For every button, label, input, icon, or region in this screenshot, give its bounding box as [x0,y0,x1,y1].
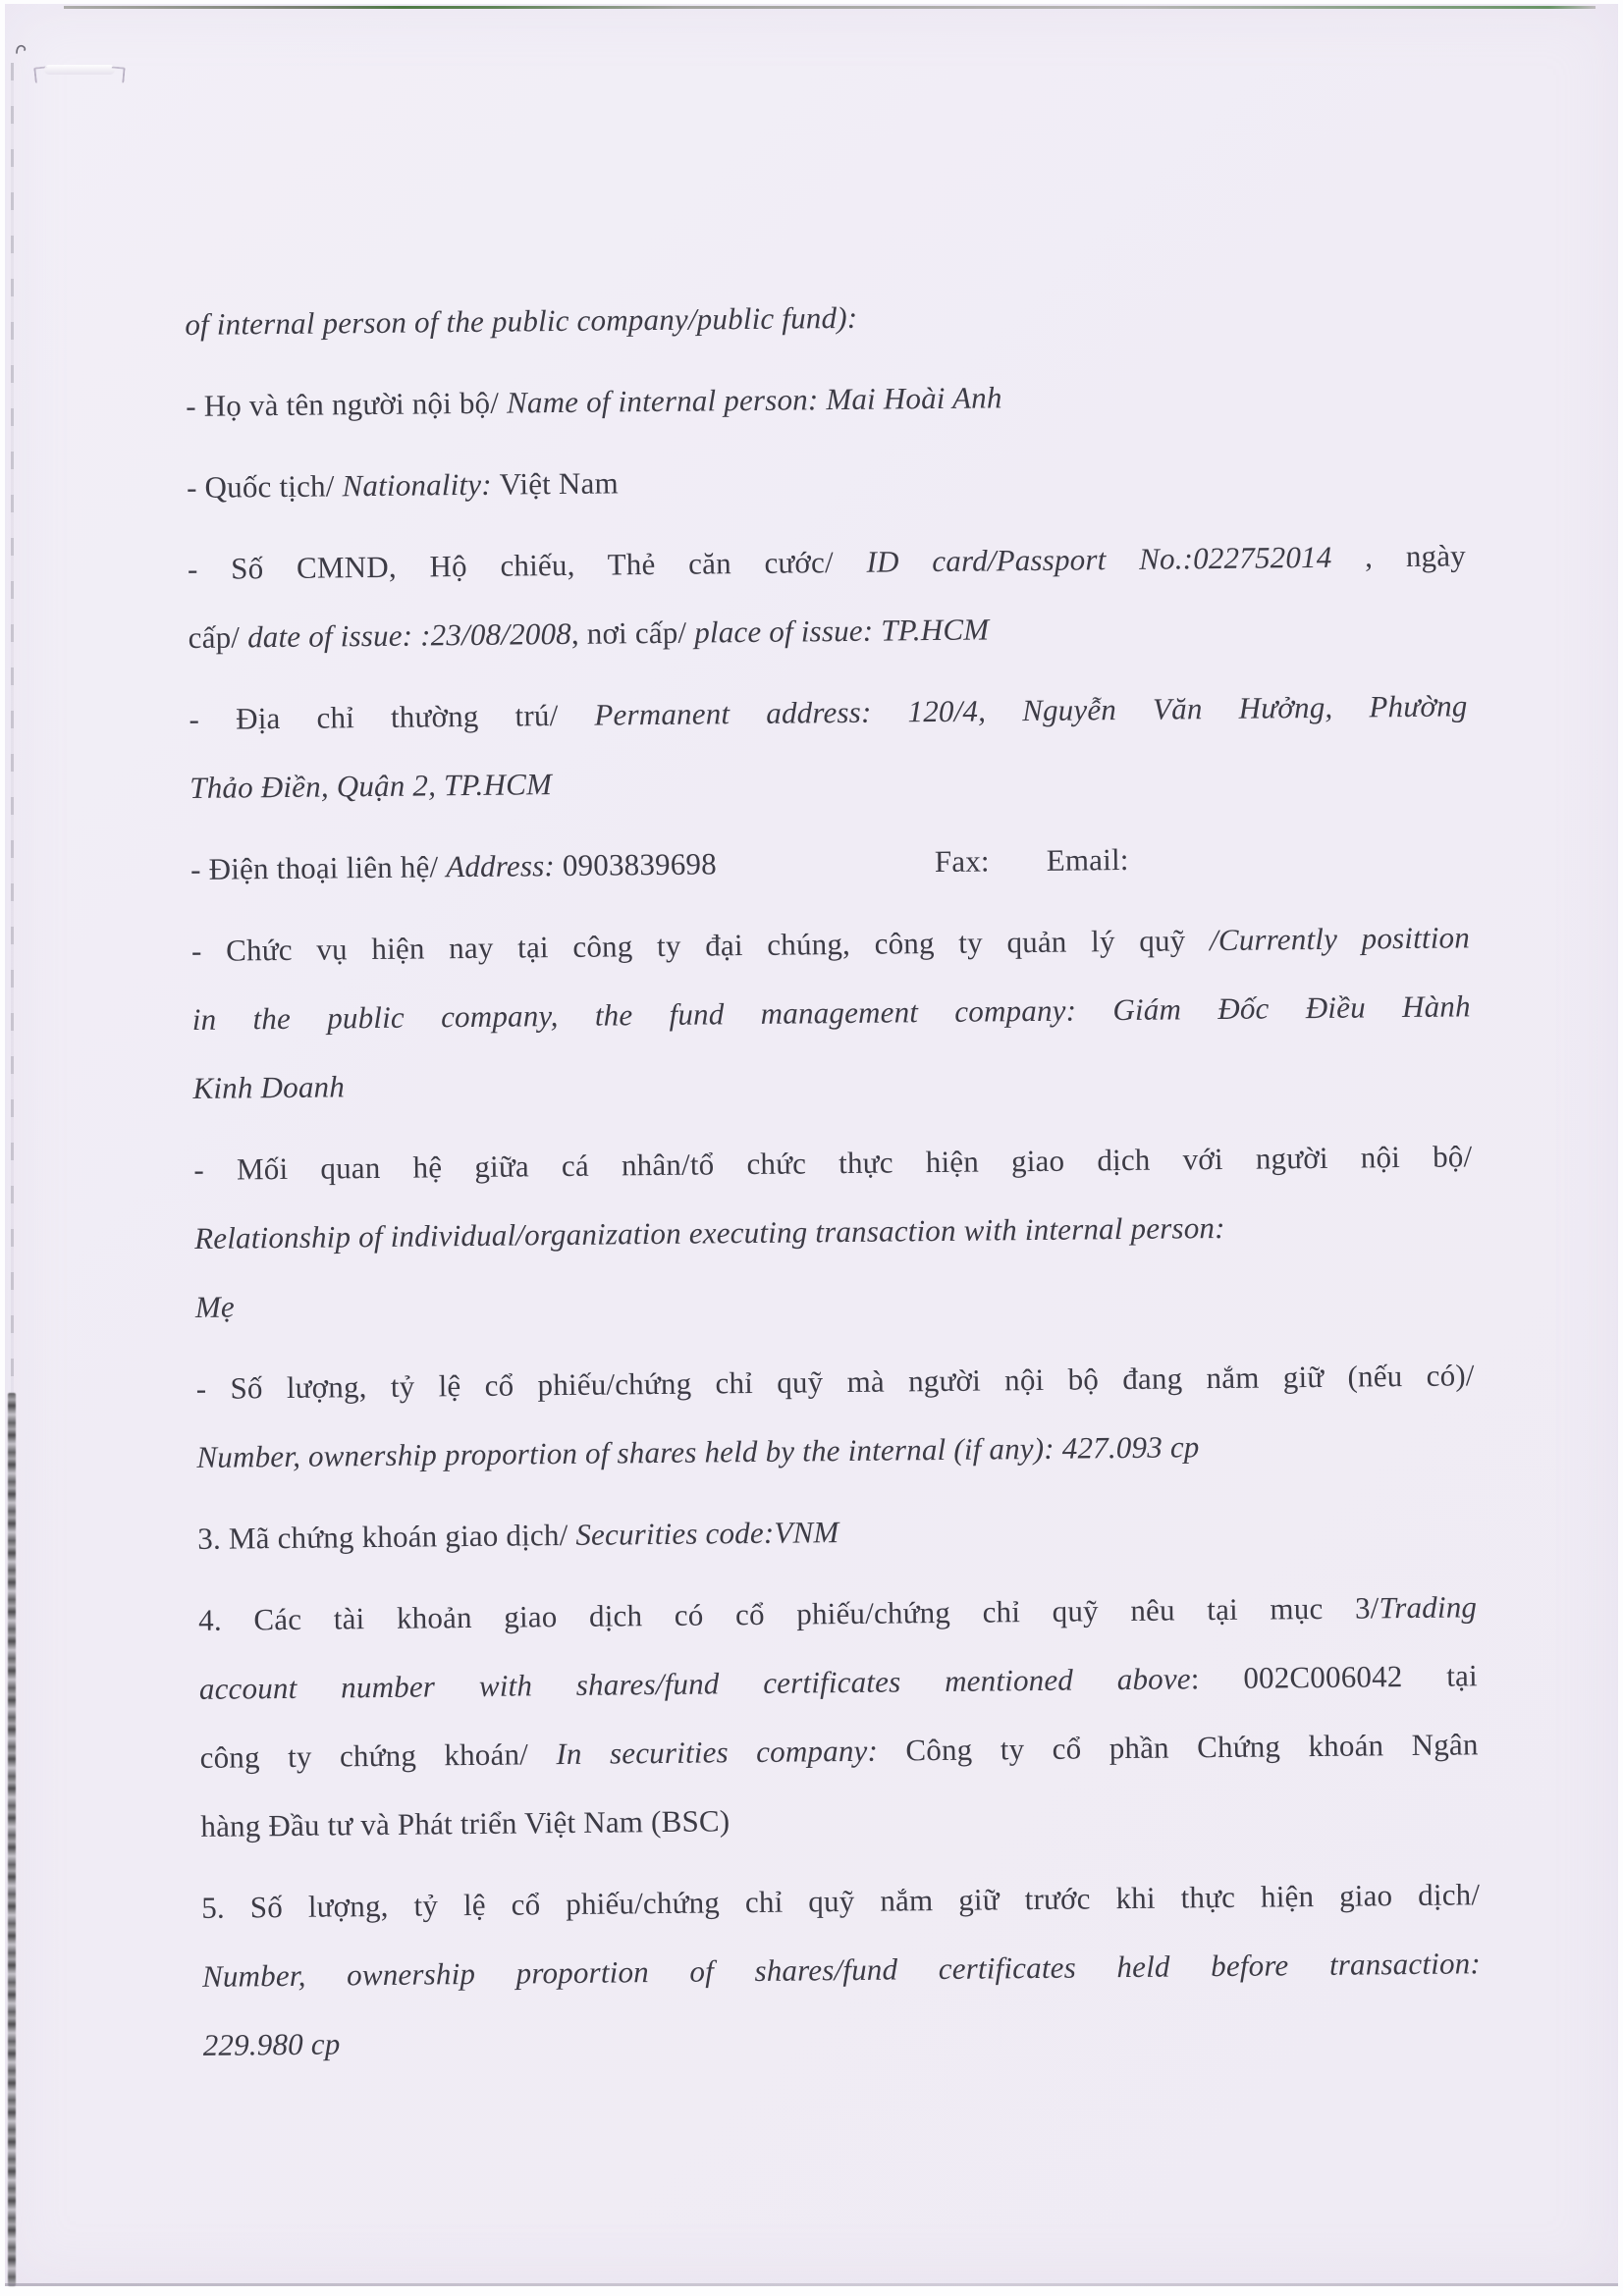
field-value-nationality: Việt Nam [499,465,619,502]
field-label-en: In securities company: [556,1733,906,1772]
field-label-en: Address: [446,848,564,884]
para-relationship [193,1122,1474,1342]
text-line [200,1779,1480,1861]
para-internal-person-name [186,358,1465,441]
top-edge-scan-line [64,6,1596,9]
field-label: 4. Các tài khoản giao dịch có cổ phiếu/chứng chỉ quỹ nêu tại mục 3/ [198,1590,1380,1637]
para-shares-held-by-internal [195,1341,1475,1492]
text-line [196,1410,1476,1492]
document-body-text [185,277,1482,2093]
field-label: cấp/ [188,619,248,655]
text-line [195,1341,1475,1423]
field-value-relationship: Mẹ [194,1289,236,1324]
paper-sheet [5,4,1618,2286]
field-label-en: in the public company, the fund management company: [191,992,1113,1037]
para-intro-continuation [185,277,1464,359]
field-label: 5. Số lượng, tỷ lệ cổ phiếu/chứng chỉ quỹ nắm giữ trước khi thực hiện giao dịch/ [201,1877,1481,1925]
field-label-en: account number with shares/fund certificates mentioned above [198,1661,1191,1706]
staple-right-hook [110,66,125,82]
field-value-securities-code: Securities code:VNM [575,1515,839,1552]
text-line [197,1491,1477,1574]
text-line [191,972,1471,1054]
text-line [192,1041,1472,1123]
field-value-account-number: : 002C006042 tại [1190,1658,1479,1696]
staple-bar [44,65,115,75]
staple-mark [34,63,125,88]
field-label: , ngày [1331,538,1467,574]
field-value-position-cont: Kinh Doanh [192,1069,346,1105]
para-current-position [191,903,1472,1123]
field-value-position: Giám Đốc Điều Hành [1112,988,1471,1028]
field-label: - Số CMND, Hộ chiếu, Thẻ căn cước/ [187,544,867,586]
para-id-card [188,521,1467,672]
fax-label: Fax: [934,843,990,880]
para-shares-before-transaction [201,1860,1482,2080]
field-label: - Điện thoại liên hệ/ [189,849,447,886]
text-line [202,1929,1482,2011]
field-value-address: Permanent address: 120/4, Nguyễn Văn Hưởng, Phường [594,688,1468,732]
text-segment: of internal person of the public company/public fund): [185,299,858,342]
text-line [194,1259,1474,1342]
field-label-en: Trading [1379,1589,1478,1626]
field-value-name: Name of internal person: Mai Hoài Anh [506,380,1002,420]
field-label-en: Nationality: [342,466,500,504]
text-line [202,1998,1482,2080]
field-label: công ty chứng khoán/ [199,1736,557,1775]
left-edge-smudge-artifact [8,1393,16,2286]
text-line [188,521,1467,604]
field-value-address-cont: Thảo Điền, Quận 2, TP.HCM [189,767,553,805]
field-label-en: /Currently posittion [1209,920,1471,958]
field-value-issue-date: date of issue: :23/08/2008 [246,615,572,655]
field-value-issue-place: place of issue: TP.HCM [694,612,990,650]
field-label: - Chức vụ hiện nay tại công ty đại chúng, công ty quản lý quỹ [190,923,1211,968]
text-line [193,1122,1473,1204]
field-label-en: Number, ownership proportion of shares/fund certificates held before transaction: [201,1946,1482,1994]
field-label: - Số lượng, tỷ lệ cổ phiếu/chứng chỉ quỹ mà người nội bộ đang nắm giữ (nếu có)/ [195,1358,1475,1406]
text-line [187,440,1466,522]
field-label: - Mối quan hệ giữa cá nhân/tổ chức thực hiện giao dịch với người nội bộ/ [193,1139,1473,1187]
field-label: - Quốc tịch/ [186,468,343,505]
para-trading-account [198,1573,1480,1861]
text-line [185,277,1464,359]
field-label: , nơi cấp/ [570,614,695,651]
field-label: - Họ và tên người nội bộ/ [186,385,508,423]
corner-pen-mark [15,41,28,57]
field-value-broker: Công ty cổ phần Chứng khoán Ngân [905,1727,1479,1768]
text-line [186,358,1465,441]
left-edge-scan-artifact [11,63,14,1398]
field-value-shares-before: 229.980 cp [202,2026,341,2062]
text-line [188,590,1467,672]
bottom-paper-edge [5,2283,1618,2286]
field-label-en: Relationship of individual/organization executing transaction with internal person: [193,1209,1225,1255]
field-value-shares-internal: Number, ownership proportion of shares held by the internal (if any): 427.093 cp [196,1429,1200,1474]
para-contact [190,822,1470,904]
field-value-phone: 0903839698 [562,846,718,883]
field-value-id-number: ID card/Passport No.:022752014 [866,539,1332,579]
para-securities-code [197,1491,1477,1574]
field-value-broker-cont: hàng Đầu tư và Phát triển Việt Nam (BSC) [200,1803,730,1843]
field-label: 3. Mã chứng khoán giao dịch/ [197,1517,576,1556]
field-label: - Địa chỉ thường trú/ [189,697,595,736]
text-line [190,822,1470,904]
text-line [189,740,1469,823]
text-line [189,671,1468,754]
text-line [199,1710,1479,1792]
para-nationality [187,440,1466,522]
para-permanent-address [189,671,1468,823]
email-label: Email: [1046,841,1129,878]
